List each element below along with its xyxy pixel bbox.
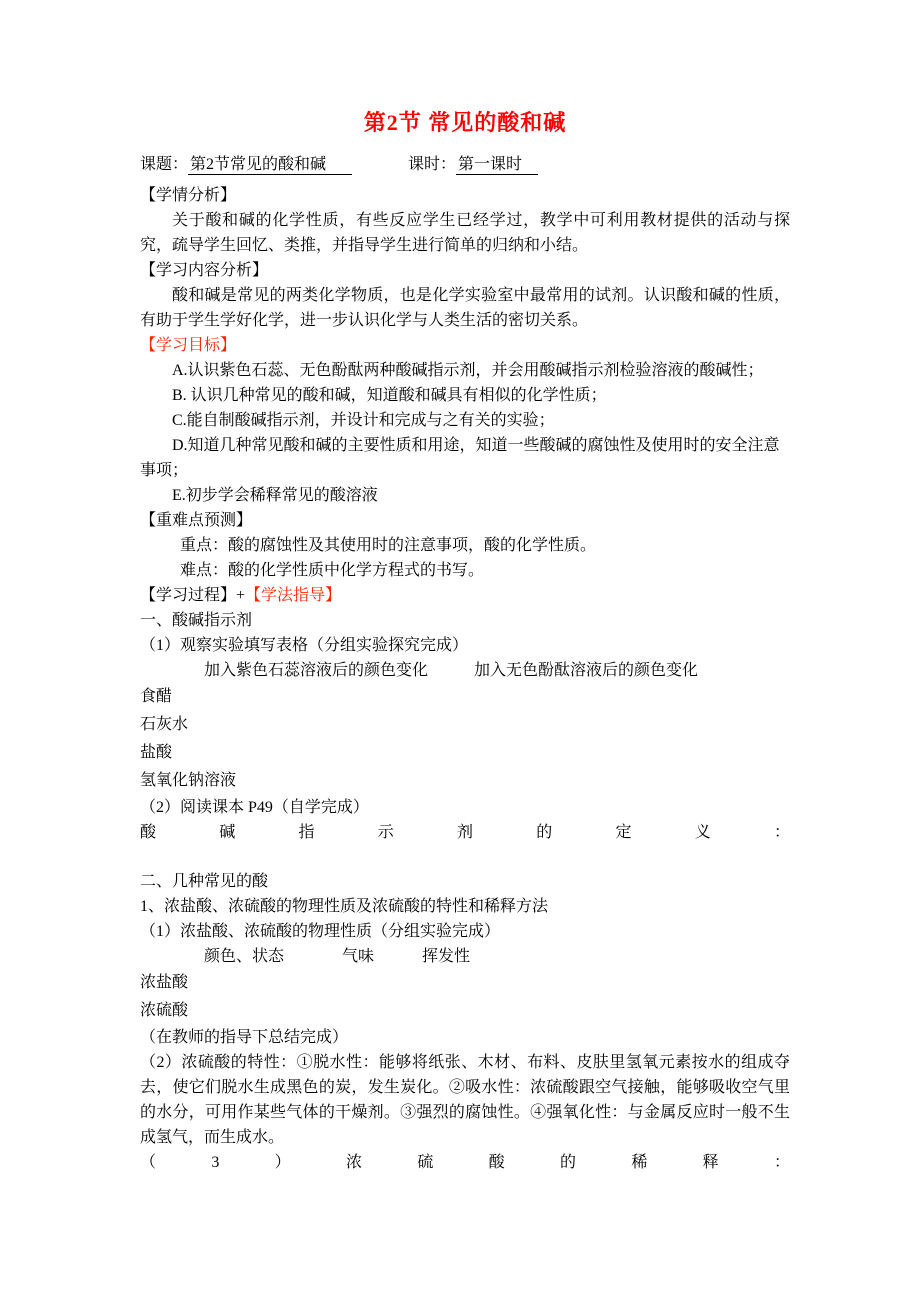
heading-objectives: 【学习目标】: [140, 337, 237, 354]
column-color-state: 颜色、状态: [204, 948, 285, 965]
subject-label: 课题：: [140, 156, 189, 173]
method-guide-label: 【学法指导】: [245, 587, 342, 604]
objective-item-b: B. 认识几种常见的酸和碱，知道酸和碱具有相似的化学性质；: [172, 387, 607, 404]
subject-value: 第2节常见的酸和碱: [188, 155, 352, 175]
indicator-definition-line: 酸碱指示剂的定义：: [140, 824, 790, 841]
column-odor: 气味: [342, 948, 375, 965]
indicator-table-header-row: [140, 658, 790, 683]
section1-step2: （2）阅读课本 P49（自学完成）: [140, 799, 369, 816]
objective-item-c: C.能自制酸碱指示剂，并设计和完成与之有关的实验；: [172, 412, 555, 429]
doc-title: 第2节 常见的酸和碱: [363, 110, 567, 135]
objective-item-d: D.知道几种常见酸和碱的主要性质和用途，知道一些酸碱的腐蚀性及使用时的安全注意事项；: [140, 437, 780, 479]
section2-subtitle: 1、浓盐酸、浓硫酸的物理性质及浓硫酸的特性和稀释方法: [140, 898, 549, 915]
learner-analysis-body: 关于酸和碱的化学性质，有些反应学生已经学过，教学中可利用教材提供的活动与探究，疏导学生回忆、类推，并指导学生进行简单的归纳和小结。: [140, 212, 790, 254]
table-row-sodium-hydroxide: 氢氧化钠溶液: [140, 772, 237, 789]
acid-properties-table-header-row: [140, 944, 790, 969]
column-phenolphthalein-change: 加入无色酚酞溶液后的颜色变化: [474, 662, 699, 679]
sulfuric-acid-dilution-line: （3）浓硫酸的稀释：: [140, 1154, 790, 1171]
table-row-conc-hydrochloric-acid: 浓盐酸: [140, 974, 189, 991]
section1-title: 一、酸碱指示剂: [140, 612, 253, 629]
period-value: 第一课时: [456, 155, 538, 175]
meta-line: [140, 152, 790, 177]
section2-step1: （1）浓盐酸、浓硫酸的物理性质（分组实验完成）: [140, 923, 501, 940]
teacher-guidance-note: （在教师的指导下总结完成）: [140, 1029, 349, 1046]
section1-step1: （1）观察实验填写表格（分组实验探究完成）: [140, 637, 469, 654]
heading-process: [140, 583, 790, 608]
table-row-limewater: 石灰水: [140, 716, 189, 733]
column-volatility: 挥发性: [422, 948, 471, 965]
process-heading-label: 【学习过程】+: [140, 587, 246, 604]
objective-item-a: A.认识紫色石蕊、无色酚酞两种酸碱指示剂，并会用酸碱指示剂检验溶液的酸碱性；: [172, 362, 764, 379]
table-row-hydrochloric-acid: 盐酸: [140, 744, 173, 761]
table-row-conc-sulfuric-acid: 浓硫酸: [140, 1002, 189, 1019]
table-row-vinegar: 食醋: [140, 688, 173, 705]
objective-item-e: E.初步学会稀释常见的酸溶液: [172, 487, 378, 504]
section2-title: 二、几种常见的酸: [140, 873, 269, 890]
key-point-main: 重点：酸的腐蚀性及其使用时的注意事项，酸的化学性质。: [180, 537, 597, 554]
sulfuric-acid-properties: （2）浓硫酸的特性：①脱水性：能够将纸张、木材、布料、皮肤里氢氧元素按水的组成夺去，使它们脱水生成黑色的炭，发生炭化。②吸水性：浓硫酸跟空气接触，能够吸收空气里的水分，可用作某些气体的干燥剂。③强烈的腐蚀性。④强氧化性：与金属反应时一般不生成氢气，而生成水。: [140, 1054, 790, 1146]
key-point-difficult: 难点：酸的化学性质中化学方程式的书写。: [180, 562, 485, 579]
heading-learner-analysis: 【学情分析】: [140, 187, 237, 204]
content-analysis-body: 酸和碱是常见的两类化学物质，也是化学实验室中最常用的试剂。认识酸和碱的性质，有助于学生学好化学，进一步认识化学与人类生活的密切关系。: [140, 287, 790, 329]
heading-content-analysis: 【学习内容分析】: [140, 262, 269, 279]
heading-key-points: 【重难点预测】: [140, 512, 253, 529]
column-litmus-change: 加入紫色石蕊溶液后的颜色变化: [204, 662, 429, 679]
period-label: 课时：: [408, 156, 457, 173]
